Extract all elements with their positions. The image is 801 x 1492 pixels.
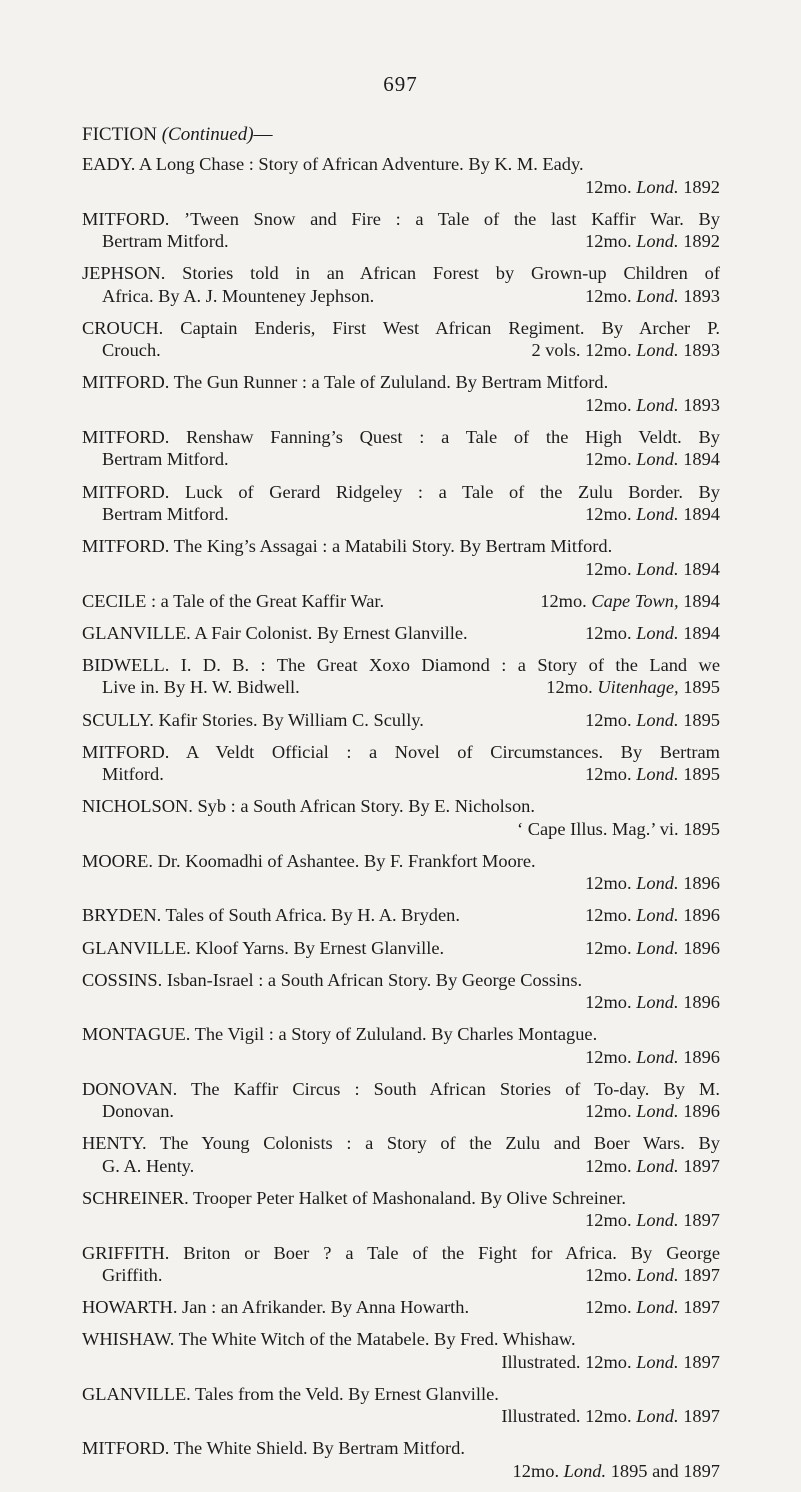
- entry-text: GLANVILLE. Tales from the Veld. By Ernest Glanville.: [82, 1383, 499, 1404]
- imprint-place: Lond.: [636, 1101, 679, 1122]
- imprint-format: 12mo.: [585, 449, 632, 470]
- entry-line: [82, 795, 720, 818]
- entry-imprint-wrap: [585, 709, 720, 732]
- entry-imprint: [585, 992, 720, 1012]
- entry-line: [82, 1132, 720, 1155]
- imprint-format: 12mo.: [585, 504, 632, 525]
- entry-line: [82, 426, 720, 449]
- entry-imprint: [585, 1101, 720, 1121]
- imprint-year: 1895: [683, 709, 720, 730]
- imprint-year: 1893: [683, 285, 720, 306]
- imprint-year: 1895: [683, 764, 720, 785]
- bibliography-entry: [82, 1078, 720, 1123]
- entry-line: [82, 850, 720, 873]
- entry-imprint: [546, 677, 720, 697]
- imprint-place: Lond.: [636, 764, 679, 785]
- imprint-place: Lond.: [636, 937, 679, 958]
- entry-imprint: [531, 340, 720, 360]
- entry-imprint-wrap: [585, 1155, 720, 1178]
- entry-line: [82, 1437, 720, 1460]
- entry-imprint: [513, 1461, 720, 1481]
- entry-text: HENTY. The Young Colonists : a Story of the Zulu and Boer Wars. By: [82, 1133, 720, 1154]
- entry-text: WHISHAW. The White Witch of the Matabele. By Fred. Whishaw.: [82, 1329, 576, 1350]
- imprint-format: 12mo.: [540, 590, 587, 611]
- imprint-place: Lond.: [636, 709, 679, 730]
- entry-line: [82, 622, 720, 645]
- imprint-place: Lond.: [636, 558, 679, 579]
- entry-imprint: [585, 764, 720, 784]
- imprint-year: 1894: [683, 504, 720, 525]
- entry-imprint-wrap: [531, 339, 720, 362]
- entry-line: [82, 1155, 720, 1178]
- entry-text: MOORE. Dr. Koomadhi of Ashantee. By F. Frankfort Moore.: [82, 850, 536, 871]
- entry-text: DONOVAN. The Kaffir Circus : South African Stories of To-day. By M.: [82, 1078, 720, 1099]
- entry-line: [82, 558, 720, 581]
- entry-line: [82, 448, 720, 471]
- imprint-place: Lond.: [636, 231, 679, 252]
- imprint-year: 1896: [683, 1046, 720, 1067]
- imprint-format: 12mo.: [585, 394, 632, 415]
- entry-imprint: [585, 1210, 720, 1230]
- entry-imprint: [585, 1047, 720, 1067]
- imprint-format: 12mo.: [585, 1210, 632, 1231]
- imprint-format: 12mo.: [585, 1046, 632, 1067]
- entry-text: EADY. A Long Chase : Story of African Adventure. By K. M. Eady.: [82, 154, 584, 174]
- entry-text: MITFORD. Renshaw Fanning’s Quest : a Tale of the High Veldt. By: [82, 426, 720, 447]
- imprint-year: 1893: [683, 340, 720, 361]
- entry-imprint: [585, 1297, 720, 1317]
- entry-text: COSSINS. Isban-Israel : a South African Story. By George Cossins.: [82, 969, 583, 990]
- imprint-place: Lond.: [636, 1046, 679, 1067]
- entry-line: [82, 1405, 720, 1428]
- entry-text: CROUCH. Captain Enderis, First West African Regiment. By Archer P.: [82, 317, 720, 338]
- entry-imprint-wrap: [585, 1296, 720, 1319]
- entry-imprint: [585, 873, 720, 893]
- imprint-year: 1897: [683, 1351, 720, 1372]
- entry-imprint-wrap: [585, 1100, 720, 1123]
- bibliography-entry: [82, 1023, 720, 1068]
- imprint-year: 1893: [683, 394, 720, 415]
- imprint-place: Lond.: [636, 905, 679, 926]
- imprint-format: 12mo.: [585, 1297, 632, 1318]
- entry-imprint: [585, 623, 720, 643]
- entry-line: [82, 741, 720, 764]
- entry-text: Bertram Mitford.: [102, 504, 229, 525]
- entry-imprint: [585, 177, 720, 197]
- imprint-format: 12mo.: [585, 1155, 632, 1176]
- entry-line: [82, 339, 720, 362]
- entry-line: [82, 503, 720, 526]
- entry-line: [82, 1078, 720, 1101]
- entry-imprint: [585, 504, 720, 524]
- heading-dash: —: [253, 124, 273, 145]
- entry-imprint: [585, 559, 720, 579]
- imprint-year: 1896: [683, 873, 720, 894]
- bibliography-entry: [82, 208, 720, 253]
- imprint-format: 12mo.: [585, 231, 632, 252]
- imprint-year: 1892: [683, 231, 720, 252]
- bibliography-entry: [82, 481, 720, 526]
- imprint-place: Lond.: [636, 285, 679, 306]
- imprint-place: Lond.: [563, 1460, 607, 1481]
- entry-text: MITFORD. A Veldt Official : a Novel of Circumstances. By Bertram: [82, 741, 720, 762]
- imprint-format: 12mo.: [585, 176, 632, 197]
- entry-line: [82, 904, 720, 927]
- bibliography-entry: [82, 1328, 720, 1373]
- entry-imprint-wrap: [585, 1264, 720, 1287]
- entry-line: [82, 763, 720, 786]
- entry-text: NICHOLSON. Syb : a South African Story. By E. Nicholson.: [82, 796, 535, 817]
- entry-line: [82, 535, 720, 558]
- imprint-place: Lond.: [636, 622, 679, 643]
- entry-imprint: [585, 231, 720, 251]
- imprint-place: Lond.: [636, 340, 679, 361]
- imprint-year: 1894: [683, 590, 720, 611]
- entry-text: Donovan.: [102, 1101, 175, 1122]
- entry-text: Live in. By H. W. Bidwell.: [102, 677, 300, 698]
- bibliography-entry: [82, 426, 720, 471]
- entry-line: [82, 153, 720, 176]
- bibliography-entry: [82, 371, 720, 416]
- page-number: 697: [383, 72, 418, 96]
- entry-line: [82, 176, 720, 199]
- imprint-format: 12mo.: [585, 905, 632, 926]
- entry-line: [82, 676, 720, 699]
- imprint-format: Illustrated. 12mo.: [501, 1406, 632, 1427]
- entry-imprint: [585, 1265, 720, 1285]
- entry-line: [82, 394, 720, 417]
- entry-imprint: [585, 905, 720, 925]
- bibliography-entry: [82, 262, 720, 307]
- entry-text: MITFORD. Luck of Gerard Ridgeley : a Tale of the Zulu Border. By: [82, 481, 720, 502]
- bibliography-entry: [82, 317, 720, 362]
- bibliography-entry: [82, 590, 720, 613]
- entry-text: Crouch.: [102, 340, 161, 361]
- imprint-year: 1894: [683, 558, 720, 579]
- entry-line: [82, 285, 720, 308]
- imprint-place: Lond.: [636, 1351, 679, 1372]
- entry-imprint: [585, 710, 720, 730]
- entry-imprint: [501, 1352, 720, 1372]
- imprint-year: 1897: [683, 1265, 720, 1286]
- imprint-format: 2 vols. 12mo.: [531, 340, 632, 361]
- entry-imprint-wrap: [540, 590, 720, 613]
- entry-line: [82, 208, 720, 231]
- imprint-place: Uitenhage,: [597, 677, 679, 698]
- imprint-year: 1897: [683, 1297, 720, 1318]
- entry-text: SCHREINER. Trooper Peter Halket of Mashonaland. By Olive Schreiner.: [82, 1187, 626, 1208]
- imprint-year: 1895: [683, 677, 720, 698]
- entry-line: [82, 969, 720, 992]
- entry-imprint: [585, 395, 720, 415]
- entry-imprint-wrap: [585, 622, 720, 645]
- bibliography-entry: [82, 622, 720, 645]
- entry-line: [82, 1023, 720, 1046]
- imprint-year: 1894: [683, 622, 720, 643]
- entry-text: BRYDEN. Tales of South Africa. By H. A. Bryden.: [82, 905, 460, 926]
- imprint-format: 12mo.: [585, 1101, 632, 1122]
- entry-imprint-wrap: [585, 937, 720, 960]
- entry-imprint: [585, 1156, 720, 1176]
- imprint-year: 1897: [683, 1155, 720, 1176]
- entry-imprint: [517, 819, 720, 839]
- bibliography-entry: [82, 535, 720, 580]
- bibliography-entry: [82, 741, 720, 786]
- entry-text: CECILE : a Tale of the Great Kaffir War.: [82, 590, 385, 611]
- entry-line: [82, 262, 720, 285]
- entry-line: [82, 371, 720, 394]
- imprint-format: Illustrated. 12mo.: [501, 1351, 632, 1372]
- imprint-format: 12mo.: [512, 1460, 560, 1481]
- entry-line: [82, 1242, 720, 1265]
- entry-text: SCULLY. Kafir Stories. By William C. Scully.: [82, 709, 424, 730]
- entry-text: HOWARTH. Jan : an Afrikander. By Anna Howarth.: [82, 1297, 470, 1318]
- imprint-place: Lond.: [636, 1265, 679, 1286]
- bibliography-entry: [82, 904, 720, 927]
- imprint-place: Lond.: [636, 1297, 679, 1318]
- entry-text: Bertram Mitford.: [102, 231, 229, 252]
- bibliography-entry: [82, 795, 720, 840]
- entry-line: [82, 1046, 720, 1069]
- imprint-place: Lond.: [636, 992, 679, 1013]
- imprint-year: 1895 and 1897: [610, 1460, 720, 1481]
- bibliography-entry: [82, 1187, 720, 1232]
- imprint-place: Lond.: [636, 394, 679, 415]
- imprint-format: 12mo.: [585, 622, 632, 643]
- entry-line: [82, 1100, 720, 1123]
- imprint-format: 12mo.: [585, 285, 632, 306]
- imprint-format: 12mo.: [546, 677, 593, 698]
- entry-text: BIDWELL. I. D. B. : The Great Xoxo Diamond : a Story of the Land we: [82, 654, 720, 675]
- entry-imprint: [585, 286, 720, 306]
- entry-imprint-wrap: [585, 285, 720, 308]
- bibliography-entry: [82, 937, 720, 960]
- imprint-year: 1896: [683, 905, 720, 926]
- entry-imprint-wrap: [585, 230, 720, 253]
- section-heading: [82, 124, 273, 146]
- entry-line: [82, 1460, 720, 1483]
- entry-imprint-wrap: [585, 904, 720, 927]
- entry-line: [82, 1296, 720, 1319]
- bibliography-entry: [82, 1437, 720, 1482]
- imprint-year: 1897: [683, 1406, 720, 1427]
- entry-line: [82, 654, 720, 677]
- imprint-place: Lond.: [636, 873, 679, 894]
- bibliography-entry: [82, 709, 720, 732]
- heading-continued: (Continued): [161, 124, 254, 145]
- bibliography-entry: [82, 1296, 720, 1319]
- entry-text: GRIFFITH. Briton or Boer ? a Tale of the Fight for Africa. By George: [82, 1242, 720, 1263]
- entry-line: [82, 1209, 720, 1232]
- heading-label: FICTION: [82, 124, 157, 145]
- imprint-format: 12mo.: [585, 764, 632, 785]
- entry-imprint: [501, 1406, 720, 1426]
- bibliography-entry: [82, 654, 720, 699]
- imprint-year: 1896: [683, 937, 720, 958]
- imprint-year: 1894: [683, 449, 720, 470]
- entry-text: Griffith.: [102, 1265, 163, 1286]
- entry-line: [82, 230, 720, 253]
- entry-text: MITFORD. The Gun Runner : a Tale of Zululand. By Bertram Mitford.: [82, 372, 609, 393]
- entry-text: GLANVILLE. A Fair Colonist. By Ernest Glanville.: [82, 622, 468, 643]
- entry-imprint: [585, 449, 720, 469]
- entry-text: MITFORD. ’Tween Snow and Fire : a Tale of the last Kaffir War. By: [82, 208, 720, 229]
- entry-text: MITFORD. The White Shield. By Bertram Mitford.: [82, 1438, 465, 1459]
- imprint-year: 1895: [683, 818, 720, 839]
- imprint-year: 1896: [683, 992, 720, 1013]
- bibliography-entry: [82, 1132, 720, 1177]
- entry-imprint-wrap: [585, 448, 720, 471]
- imprint-place: Lond.: [636, 449, 679, 470]
- imprint-format: 12mo.: [585, 558, 632, 579]
- entry-line: [82, 317, 720, 340]
- entry-line: [82, 872, 720, 895]
- imprint-place: Lond.: [636, 1406, 679, 1427]
- imprint-place: Lond.: [636, 1210, 679, 1231]
- imprint-place: Cape Town,: [591, 590, 679, 611]
- imprint-format: 12mo.: [585, 1265, 632, 1286]
- entry-text: Africa. By A. J. Mounteney Jephson.: [102, 285, 375, 306]
- imprint-format: ‘ Cape Illus. Mag.’ vi.: [517, 818, 679, 839]
- imprint-format: 12mo.: [585, 992, 632, 1013]
- entry-text: GLANVILLE. Kloof Yarns. By Ernest Glanville.: [82, 937, 445, 958]
- entry-imprint: [585, 938, 720, 958]
- imprint-place: Lond.: [636, 176, 679, 197]
- entry-line: [82, 937, 720, 960]
- entry-line: [82, 818, 720, 841]
- entry-imprint-wrap: [585, 503, 720, 526]
- bibliography-list: [82, 153, 720, 1492]
- entry-line: [82, 590, 720, 613]
- imprint-year: 1892: [683, 176, 720, 197]
- entry-imprint-wrap: [585, 763, 720, 786]
- entry-text: Mitford.: [102, 764, 164, 785]
- imprint-format: 12mo.: [585, 937, 632, 958]
- imprint-format: 12mo.: [585, 709, 632, 730]
- bibliography-entry: [82, 153, 720, 198]
- entry-text: MONTAGUE. The Vigil : a Story of Zululand. By Charles Montague.: [82, 1024, 598, 1045]
- entry-text: JEPHSON. Stories told in an African Forest by Grown-up Children of: [82, 263, 720, 284]
- imprint-place: Lond.: [636, 504, 679, 525]
- entry-line: [82, 709, 720, 732]
- imprint-year: 1896: [683, 1101, 720, 1122]
- bibliography-entry: [82, 850, 720, 895]
- entry-line: [82, 1187, 720, 1210]
- entry-line: [82, 481, 720, 504]
- entry-line: [82, 1328, 720, 1351]
- entry-text: G. A. Henty.: [102, 1155, 195, 1176]
- bibliography-entry: [82, 969, 720, 1014]
- entry-text: Bertram Mitford.: [102, 449, 229, 470]
- entry-text: MITFORD. The King’s Assagai : a Matabili Story. By Bertram Mitford.: [82, 536, 613, 557]
- entry-line: [82, 1383, 720, 1406]
- entry-line: [82, 991, 720, 1014]
- imprint-format: 12mo.: [585, 873, 632, 894]
- entry-line: [82, 1264, 720, 1287]
- imprint-year: 1897: [683, 1210, 720, 1231]
- bibliography-entry: [82, 1242, 720, 1287]
- entry-imprint: [540, 591, 720, 611]
- imprint-place: Lond.: [636, 1155, 679, 1176]
- entry-imprint-wrap: [546, 676, 720, 699]
- bibliography-entry: [82, 1383, 720, 1428]
